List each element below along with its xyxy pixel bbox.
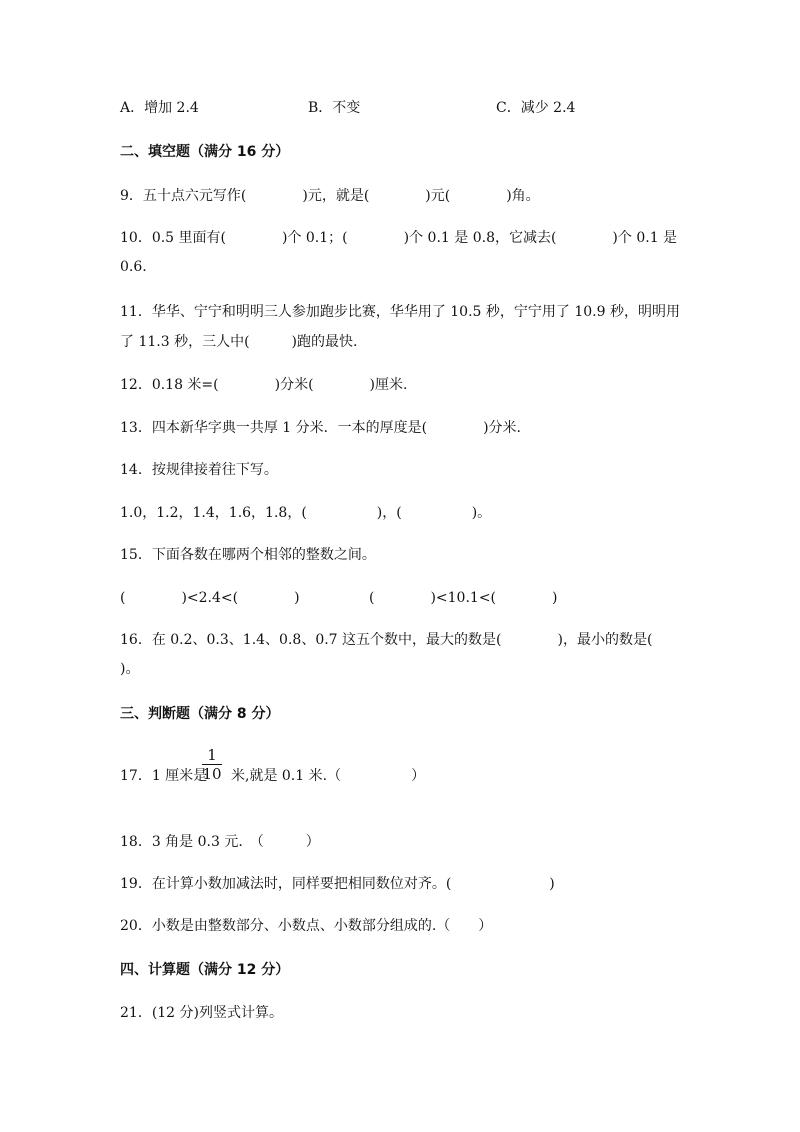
fraction-denominator: 10 bbox=[202, 765, 222, 783]
question-16-line2: )。 bbox=[120, 661, 140, 677]
question-15-left-inequality: ( )<2.4<( ) bbox=[120, 590, 300, 606]
question-20: 20．小数是由整数部分、小数点、小数部分组成的.（ ） bbox=[120, 918, 493, 934]
option-b: B．不变 bbox=[308, 100, 361, 116]
section-heading-true-false: 三、判断题（满分 8 分） bbox=[120, 706, 280, 722]
question-21: 21．(12 分)列竖式计算。 bbox=[120, 1005, 284, 1021]
question-10-line1: 10．0.5 里面有( )个 0.1；( )个 0.1 是 0.8，它减去( )个 0.1 是 bbox=[120, 230, 678, 246]
section-heading-fill-in: 二、填空题（满分 16 分） bbox=[120, 144, 290, 160]
question-15: 15．下面各数在哪两个相邻的整数之间。 bbox=[120, 547, 376, 563]
fraction-numerator: 1 bbox=[207, 746, 217, 764]
option-c: C．减少 2.4 bbox=[496, 100, 576, 116]
question-11-line2: 了 11.3 秒，三人中( )跑的最快. bbox=[120, 334, 358, 350]
question-13: 13．四本新华字典一共厚 1 分米．一本的厚度是( )分米. bbox=[120, 420, 521, 436]
question-12: 12．0.18 米=( )分米( )厘米. bbox=[120, 377, 408, 393]
option-a: A．增加 2.4 bbox=[120, 100, 199, 116]
question-15-right-inequality: ( )<10.1<( ) bbox=[369, 590, 558, 606]
question-17-prefix: 17．1 厘米是 bbox=[120, 768, 208, 784]
question-9: 9．五十点六元写作( )元，就是( )元( )角。 bbox=[120, 188, 540, 204]
question-17-suffix: 米,就是 0.1 米.（ ） bbox=[231, 768, 426, 784]
question-11-line1: 11．华华、宁宁和明明三人参加跑步比赛，华华用了 10.5 秒，宁宁用了 10.9 秒，明明用 bbox=[120, 304, 680, 320]
question-17-fraction bbox=[202, 747, 222, 782]
question-10-line2: 0.6. bbox=[120, 259, 147, 275]
question-19: 19．在计算小数加减法时，同样要把相同数位对齐。( ) bbox=[120, 876, 555, 892]
question-16-line1: 16．在 0.2、0.3、1.4、0.8、0.7 这五个数中，最大的数是( )，最小的数是( bbox=[120, 632, 653, 648]
question-18: 18．3 角是 0.3 元. （ ） bbox=[120, 834, 320, 850]
question-14: 14．按规律接着往下写。 bbox=[120, 462, 278, 478]
section-heading-calculation: 四、计算题（满分 12 分） bbox=[120, 962, 290, 978]
question-14-sequence: 1.0，1.2，1.4，1.6，1.8，( )，( )。 bbox=[120, 505, 492, 521]
